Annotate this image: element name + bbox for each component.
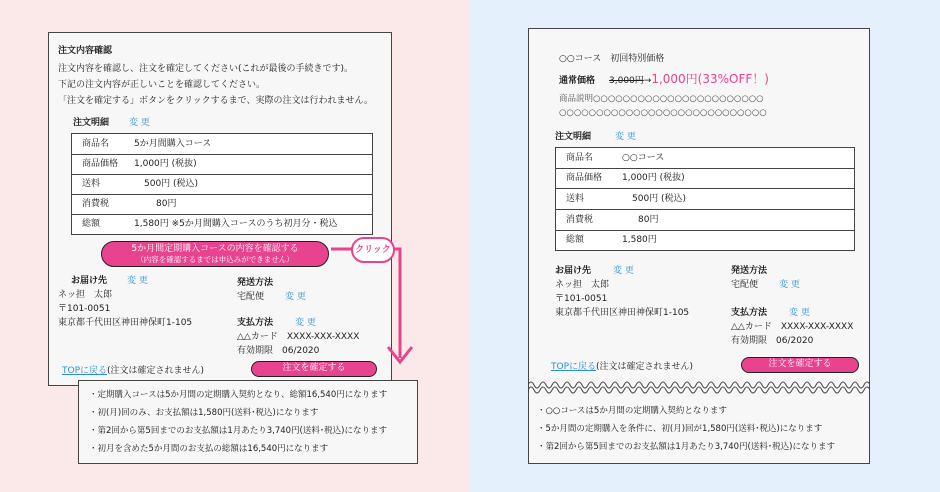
delivery-zip: 〒101-0051 [58, 304, 111, 314]
description-line-1: ○○○○○○○○○○○○○○○○○○○○○○○ [593, 94, 764, 104]
row-key: 送料 [566, 194, 585, 204]
shipping-change-link[interactable]: 変 更 [285, 292, 306, 302]
intro-line-3: 「注文を確定する」ボタンをクリックするまで、実際の注文は行われません。 [58, 96, 374, 106]
row-key: 商品価格 [82, 159, 119, 169]
description-line-2: ○○○○○○○○○○○○○○○○○○○○○○○○○○○○ [559, 108, 767, 118]
row-value: 1,000円 (税抜) [622, 173, 685, 183]
top-link-row [62, 365, 204, 377]
old-price: 3,000円 [609, 76, 644, 86]
payment-expiry: 有効期限 06/2020 [731, 336, 814, 346]
price-row [559, 71, 769, 89]
right-comparison-half [470, 0, 940, 492]
delivery-name: ネッ担 太郎 [555, 280, 610, 290]
table-row [556, 148, 854, 169]
order-details-table [71, 133, 373, 235]
row-value: 80円 [156, 199, 177, 209]
payment-card: △△カード XXXX-XXX-XXXX [237, 332, 360, 342]
shipping-label: 発送方法 [237, 278, 274, 288]
row-value: 1,580円 ※5か月間購入コースのうち初月分・税込 [134, 219, 338, 229]
delivery-name: ネッ担 太郎 [58, 290, 113, 300]
confirm-course-button-label: 5か月間定期購入コースの内容を確認する [131, 244, 299, 254]
confirm-course-button[interactable] [101, 241, 329, 267]
intro-line-1: 注文内容を確認し、注文を確定してください(これが最後の手続きです)。 [58, 64, 354, 74]
payment-change-link[interactable]: 変 更 [789, 308, 810, 318]
delivery-address: 東京都千代田区神田神保町1-105 [58, 318, 193, 328]
table-row [72, 214, 372, 235]
table-row [72, 194, 372, 215]
table-row [556, 230, 854, 251]
product-title: ○○コース 初回特別価格 [559, 54, 665, 64]
page-title: 注文内容確認 [58, 46, 113, 56]
row-value: 500円 (税込) [144, 179, 199, 189]
submit-order-button[interactable]: 注文を確定する [741, 357, 859, 373]
note-item: ・5か月間の定期購入を条件に、初(月)回が1,580円(送料･税込)になります [537, 424, 823, 434]
delivery-address: 東京都千代田区神田神保町1-105 [555, 308, 690, 318]
table-row [72, 134, 372, 155]
note-item: ・第2回から第5回までのお支払額は1月あたり3,740円(送料･税込)になります [537, 442, 835, 452]
order-details-label: 注文明細 [555, 132, 592, 142]
wavy-divider [528, 375, 870, 395]
shipping-method: 宅配便 [731, 280, 759, 290]
row-value: 1,000円 (税抜) [134, 159, 197, 169]
row-value: 80円 [638, 215, 659, 225]
row-value: ○○コース [622, 153, 665, 163]
row-value: 5か月間購入コース [134, 139, 212, 149]
row-key: 商品価格 [566, 173, 603, 183]
payment-card: △△カード XXXX-XXX-XXXX [731, 322, 854, 332]
order-details-change-link[interactable]: 変 更 [129, 118, 150, 128]
confirm-course-button-note: （内容を確認するまでは申込みができません） [136, 255, 294, 264]
top-link[interactable]: TOPに戻る [62, 366, 108, 376]
order-details-table [555, 147, 855, 251]
payment-change-link[interactable]: 変 更 [295, 318, 316, 328]
top-link[interactable]: TOPに戻る [551, 362, 597, 372]
note-item: ・第2回から第5回までのお支払額は1月あたり3,740円(送料･税込)になります [89, 426, 387, 436]
row-key: 送料 [82, 179, 101, 189]
top-link-row [551, 361, 693, 373]
shipping-label: 発送方法 [731, 266, 768, 276]
note-item: ・初(月)回のみ、お支払額は1,580円(送料･税込)になります [89, 408, 319, 418]
row-key: 商品名 [566, 153, 594, 163]
delivery-label: お届け先 [71, 276, 108, 286]
left-notes-box [78, 380, 418, 464]
order-details-label: 注文明細 [73, 118, 110, 128]
row-key: 消費税 [566, 215, 594, 225]
table-row [72, 174, 372, 195]
payment-label: 支払方法 [237, 318, 274, 328]
price-arrow: → [643, 76, 652, 86]
shipping-method: 宅配便 [237, 292, 265, 302]
click-badge [351, 237, 395, 263]
table-row [556, 210, 854, 231]
top-link-note: (注文は確定されません) [107, 366, 205, 376]
row-key: 商品名 [82, 139, 110, 149]
row-key: 総額 [82, 219, 101, 229]
row-key: 消費税 [82, 199, 110, 209]
click-badge-label: クリック [355, 245, 391, 255]
delivery-change-link[interactable]: 変 更 [613, 266, 634, 276]
regular-price-label: 通常価格 [559, 76, 596, 86]
table-row [72, 154, 372, 175]
row-value: 1,580円 [622, 235, 657, 245]
order-details-change-link[interactable]: 変 更 [615, 132, 636, 142]
new-price: 1,000円(33%OFF！) [651, 72, 769, 86]
delivery-change-link[interactable]: 変 更 [127, 276, 148, 286]
row-key: 総額 [566, 235, 585, 245]
note-item: ・定期購入コースは5か月間の定期購入契約となり、総額16,540円になります [89, 390, 388, 400]
payment-label: 支払方法 [731, 308, 768, 318]
delivery-label: お届け先 [555, 266, 592, 276]
note-item: ・初月を含めた5か月間のお支払の総額は16,540円になります [89, 444, 329, 454]
submit-order-button[interactable]: 注文を確定する [251, 361, 377, 377]
left-order-panel [48, 32, 392, 386]
right-order-panel [528, 28, 870, 464]
shipping-change-link[interactable]: 変 更 [779, 280, 800, 290]
table-row [556, 189, 854, 210]
product-description [559, 93, 764, 105]
top-link-note: (注文は確定されません) [596, 362, 694, 372]
delivery-zip: 〒101-0051 [555, 294, 608, 304]
description-label: 商品説明 [559, 94, 594, 104]
payment-expiry: 有効期限 06/2020 [237, 346, 320, 356]
row-value: 500円 (税込) [632, 194, 687, 204]
table-row [556, 168, 854, 189]
intro-line-2: 下記の注文内容が正しいことを確認してください。 [58, 80, 266, 90]
note-item: ・○○コースは5か月間の定期購入契約となります [537, 406, 727, 416]
